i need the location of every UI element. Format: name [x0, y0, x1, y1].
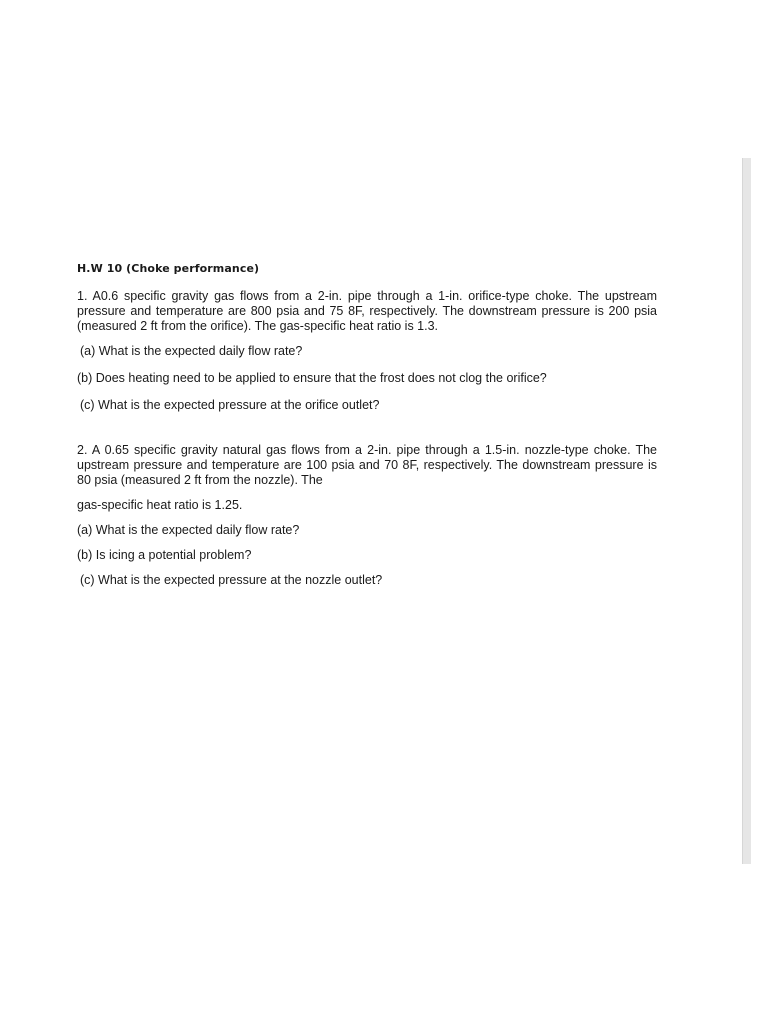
question-2	[77, 443, 657, 588]
document-content	[77, 262, 657, 588]
question-2-part-c: (c) What is the expected pressure at the nozzle outlet?	[80, 573, 383, 587]
question-1-body: 1. A0.6 specific gravity gas flows from a 2-in. pipe through a 1-in. orifice-type choke. The upstream pressure and temperature are 800 psia and 75 8F, respectively. The downstream pressure is 200 psia (measured 2 ft from the orifice). The gas-specific heat ratio is 1.3.	[77, 289, 657, 333]
question-2-part-b: (b) Is icing a potential problem?	[77, 548, 252, 562]
question-2-part-a: (a) What is the expected daily flow rate?	[77, 523, 300, 537]
question-2-body: 2. A 0.65 specific gravity natural gas flows from a 2-in. pipe through a 1.5-in. nozzle-type choke. The upstream pressure and temperature are 100 psia and 70 8F, respectively. The downstream pressure is 80 psia (measured 2 ft from the nozzle). The	[77, 443, 657, 487]
question-1-part-a: (a) What is the expected daily flow rate?	[80, 344, 303, 358]
vertical-scrollbar[interactable]	[742, 158, 751, 864]
question-1	[77, 289, 657, 413]
question-1-part-b: (b) Does heating need to be applied to ensure that the frost does not clog the orifice?	[77, 371, 547, 385]
homework-title: H.W 10 (Choke performance)	[77, 262, 260, 275]
question-2-continuation: gas-specific heat ratio is 1.25.	[77, 498, 243, 512]
question-1-part-c: (c) What is the expected pressure at the orifice outlet?	[80, 398, 380, 412]
